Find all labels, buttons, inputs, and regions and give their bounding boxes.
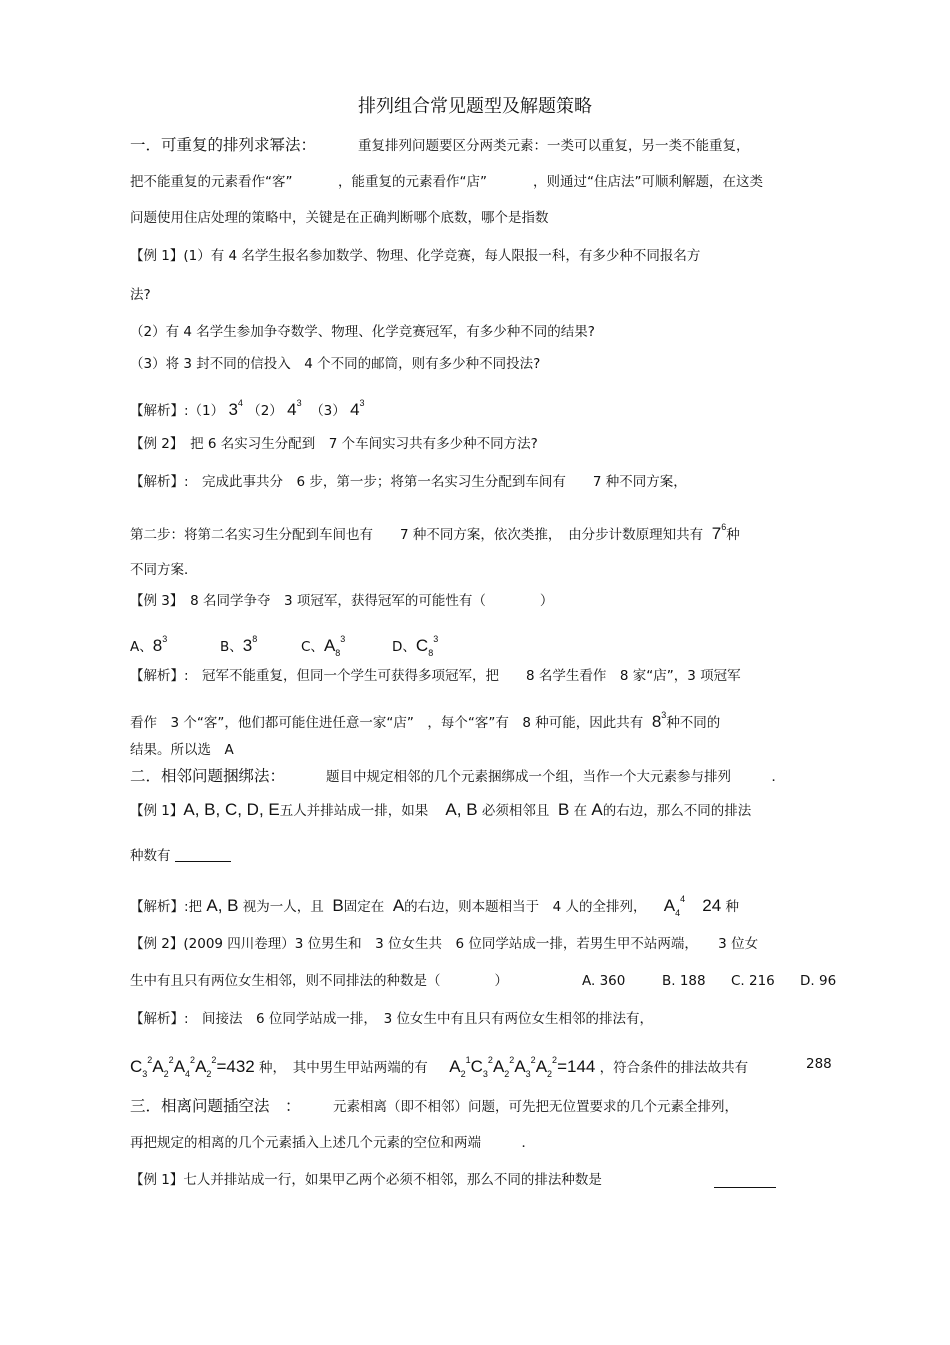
example-2-2-line-a: 【例 2】(2009 四川卷理）3 位男生和 3 位女生共 6 位同学站成一排，若男生甲不站两端， 3 位女: [130, 936, 759, 952]
part-3-label: （3）: [310, 403, 346, 419]
example-2: 【例 2】 把 6 名实习生分配到 7 个车间实习共有多少种不同方法?: [130, 436, 538, 452]
option-a-360: A. 360: [582, 973, 626, 989]
power-8-3: $8^3$: [651, 710, 667, 731]
option-a: A、$8^3$: [130, 634, 168, 655]
section-1-intro-line2b: ，能重复的元素看作“店”: [338, 174, 487, 190]
power-4-3-a: $4^3$: [287, 398, 302, 419]
answer-blank-3: [714, 1173, 776, 1188]
power-4-3-b: $4^3$: [350, 398, 365, 419]
solution-2-1: 【解析】:把 A, B 视为一人，且 B固定在 A的右边，则本题相当于 4 人的全排列， $A_4^4$ 24 种: [130, 894, 739, 918]
power-7-6: $7^6$: [711, 522, 727, 543]
solution-3-line-c: 结果。所以选 A: [130, 742, 234, 758]
section-1-intro-line2a: 把不能重复的元素看作“客”: [130, 174, 293, 190]
solution-2-line-a: 【解析】: 完成此事共分 6 步，第一步；将第一名实习生分配到车间有 7 种不同方案，: [130, 474, 687, 490]
section-1-intro-line1: 重复排列问题要区分两类元素：一类可以重复，另一类不能重复，: [358, 138, 750, 154]
option-b: B、$3^8$: [220, 634, 258, 655]
solution-2-line-b: 第二步：将第二名实习生分配到车间也有 7 种不同方案，依次类推， 由分步计数原理知共有 $7^6$种: [130, 522, 740, 543]
section-3-intro-line1: 元素相离（即不相邻）问题，可先把无位置要求的几个元素全排列，: [333, 1099, 738, 1115]
option-d: D、$C_8^3$: [392, 634, 439, 658]
section-2-heading: 二．相邻问题捆绑法：: [130, 767, 286, 785]
solution-1: [130, 394, 365, 420]
section-1-intro-line3: 问题使用住店处理的策略中，关键是在正确判断哪个底数，哪个是指数: [130, 210, 549, 226]
section-1-heading: 一．可重复的排列求幂法：: [130, 136, 317, 154]
example-1-1-line-a: 【例 1】(1）有 4 名学生报名参加数学、物理、化学竞赛，每人限报一科，有多少种不同报名方: [130, 248, 701, 264]
formula-432: $C_3^2A_2^2A_4^2A_2^2=432$: [130, 1055, 255, 1079]
option-c-216: C. 216: [731, 973, 775, 989]
solution-3-line-a: 【解析】: 冠军不能重复，但同一个学生可获得多项冠军，把 8 名学生看作 8 家“店”，3 项冠军: [130, 668, 741, 684]
permutation-a-4-4: $A_4^4$: [663, 894, 686, 918]
example-3: 【例 3】 8 名同学争夺 3 项冠军，获得冠军的可能性有（ ）: [130, 593, 554, 609]
example-1-2: （2）有 4 名学生参加争夺数学、物理、化学竞赛冠军，有多少种不同的结果?: [130, 324, 595, 340]
example-2-1-line-b: 种数有: [130, 847, 231, 865]
option-d-96: D. 96: [800, 973, 837, 989]
solution-2-2-line-b: $C_3^2A_2^2A_4^2A_2^2=432$ 种， 其中男生甲站两端的有 $A_2^1C_3^2A_2^2A_3^2A_2^2=144$ ，符合条件的排法故共有: [130, 1055, 749, 1079]
page-title: 排列组合常见题型及解题策略: [358, 96, 592, 117]
example-3-1: 【例 1】七人并排站成一行，如果甲乙两个必须不相邻，那么不同的排法种数是: [130, 1172, 602, 1188]
answer-blank: [175, 861, 231, 862]
solution-3-line-b: 看作 3 个“客”，他们都可能住进任意一家“店” ，每个“客”有 8 种可能，因此共有 $8^3$种不同的: [130, 710, 721, 731]
section-3-intro-line2: 再把规定的相离的几个元素插入上述几个元素的空位和两端 ．: [130, 1135, 535, 1151]
part-2-label: （2）: [247, 403, 283, 419]
formula-144: $A_2^1C_3^2A_2^2A_3^2A_2^2=144$: [449, 1055, 596, 1079]
example-2-1-line-a: 【例 1】A, B, C, D, E五人并排站成一排，如果 A, B 必须相邻且 B 在 A的右边，那么不同的排法: [130, 800, 752, 819]
example-1-1-line-b: 法?: [130, 287, 151, 303]
solution-label: 【解析】:（1）: [130, 403, 225, 419]
solution-2-2-line-a: 【解析】: 间接法 6 位同学站成一排， 3 位女生中有且只有两位女生相邻的排法有，: [130, 1011, 654, 1027]
answer-288: 288: [806, 1056, 832, 1072]
example-2-2-line-b: 生中有且只有两位女生相邻，则不同排法的种数是（ ）: [130, 973, 508, 989]
option-c: C、$A_8^3$: [301, 634, 346, 658]
section-3-heading: 三．相离问题插空法 ：: [130, 1097, 301, 1115]
section-2-intro: 题目中规定相邻的几个元素捆绑成一个组，当作一个大元素参与排列 ．: [326, 769, 785, 785]
section-1-intro-line2c: ，则通过“住店法”可顺利解题，在这类: [533, 174, 763, 190]
power-3-4: $3^4$: [228, 398, 243, 419]
solution-2-line-c: 不同方案．: [130, 562, 198, 578]
example-1-3: （3）将 3 封不同的信投入 4 个不同的邮筒，则有多少种不同投法?: [130, 356, 541, 372]
option-b-188: B. 188: [662, 973, 706, 989]
